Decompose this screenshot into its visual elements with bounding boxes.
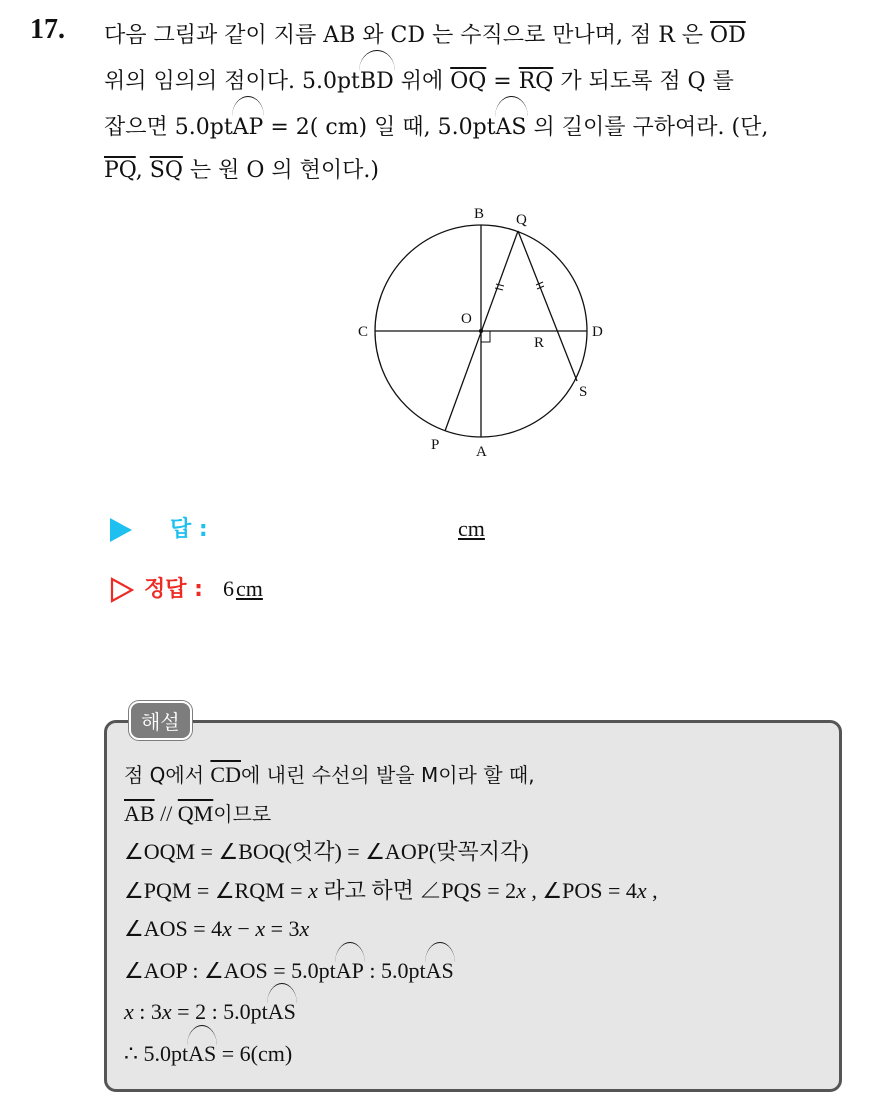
solution-line-1: 점 Q에서 $\overline{CD}$에 내린 수선의 발을 M이라 할 때, xyxy=(124,762,535,787)
correct-answer-label: 정답 : xyxy=(144,577,203,602)
segment-rq: $\overline{RQ}$ xyxy=(518,69,554,94)
solution-tag: 해설 xyxy=(129,701,192,740)
segment-pq: $\overline{PQ}$ xyxy=(104,158,136,183)
label-q: Q xyxy=(516,212,527,228)
problem-line-1: 다음 그림과 같이 지름 AB 와 CD 는 수직으로 만나며, 점 R 은 $\overline{OD}$ xyxy=(104,23,746,48)
correct-answer-row xyxy=(110,572,263,603)
label-a: A xyxy=(476,444,487,460)
problem-number: 17. xyxy=(30,14,65,45)
solution-line-4: ∠PQM = ∠RQM = x 라고 하면 ∠PQS = 2x , ∠POS = 4x , xyxy=(124,877,658,903)
label-c: C xyxy=(358,324,369,340)
circle-figure xyxy=(350,200,620,470)
label-s: S xyxy=(579,384,588,400)
equal-marks xyxy=(495,282,544,290)
arc-as: AS xyxy=(496,103,527,149)
solution-line-7: x : 3x = 2 : 5.0ptAS xyxy=(124,990,834,1032)
problem-line-4: $\overline{PQ}$, $\overline{SQ}$ 는 원 O 의 현이다.) xyxy=(104,158,379,183)
solution-text xyxy=(124,756,834,1073)
label-b: B xyxy=(474,206,485,222)
chord-qs xyxy=(518,231,577,381)
problem-text xyxy=(104,14,870,192)
segment-oq: $\overline{OQ}$ xyxy=(450,69,487,94)
center-point xyxy=(479,329,483,333)
play-filled-icon xyxy=(110,518,132,542)
answer-row xyxy=(110,512,208,543)
solution-line-5: ∠AOS = 4x − x = 3x xyxy=(124,916,310,941)
answer-label: 답 : xyxy=(170,517,208,542)
label-d: D xyxy=(592,324,603,340)
correct-answer-value: 6cm xyxy=(222,576,263,601)
label-o: O xyxy=(461,311,472,327)
problem xyxy=(30,14,870,192)
solution-line-3: ∠OQM = ∠BOQ(엇각) = ∠AOP(맞꼭지각) xyxy=(124,839,529,864)
label-p: P xyxy=(431,437,440,453)
segment-od: $\overline{OD}$ xyxy=(710,23,746,48)
problem-line-3: 잡으면 5.0ptAP = 2( cm) 일 때, 5.0ptAS 의 길이를 구하여라. (단, xyxy=(104,103,870,149)
answer-blank-unit[interactable]: cm xyxy=(458,516,485,541)
solution-line-6: ∠AOP : ∠AOS = 5.0ptAP : 5.0ptAS xyxy=(124,949,834,991)
play-outline-icon xyxy=(110,577,134,603)
problem-line-2: 위의 임의의 점이다. 5.0ptBD 위에 $\overline{OQ} = \overline{RQ}$ 가 되도록 점 Q 를 xyxy=(104,57,870,103)
solution-line-8: ∴ 5.0ptAS = 6(cm) xyxy=(124,1032,834,1074)
arc-ap: AP xyxy=(233,103,264,149)
solution-line-2: $\overline{AB} // \overline{QM}$이므로 xyxy=(124,800,272,826)
label-r: R xyxy=(534,335,545,351)
arc-bd: BD xyxy=(360,57,394,103)
segment-sq: $\overline{SQ}$ xyxy=(149,158,183,183)
